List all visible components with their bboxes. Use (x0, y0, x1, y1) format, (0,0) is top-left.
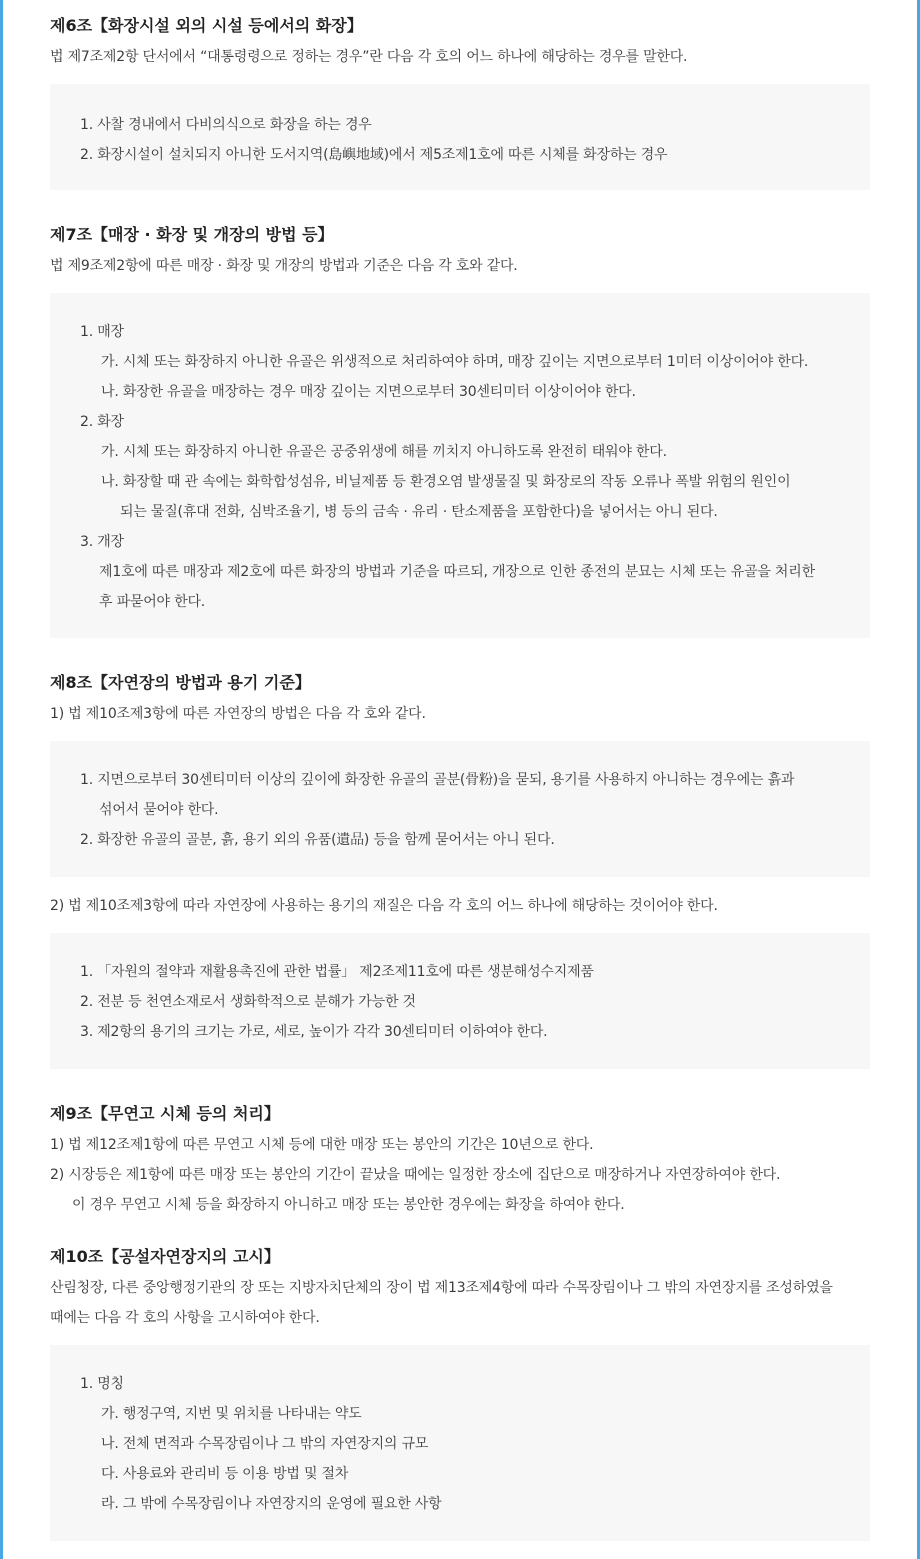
article-9-paragraph-2-continuation: 이 경우 무연고 시체 등을 화장하지 아니하고 매장 또는 봉안한 경우에는 화장을 하여야 한다. (72, 1197, 625, 1213)
article-10-list-box (50, 1345, 870, 1541)
item-text-continuation: 후 파묻어야 한다. (99, 594, 206, 610)
article-8-list-box-2 (50, 933, 870, 1069)
sub-item: 나. 전체 면적과 수목장림이나 그 밖의 자연장지의 규모 (101, 1436, 429, 1452)
article-10-intro-continuation: 때에는 다음 각 호의 사항을 고시하여야 한다. (50, 1310, 320, 1326)
list-item: 2. 화장시설이 설치되지 아니한 도서지역(島嶼地域)에서 제5조제1호에 따른 시체를 화장하는 경우 (80, 147, 668, 163)
sub-item: 가. 시체 또는 화장하지 아니한 유골은 위생적으로 처리하여야 하며, 매장 깊이는 지면으로부터 1미터 이상이어야 한다. (101, 354, 809, 370)
article-8-title: 제8조【자연장의 방법과 용기 기준】 (50, 673, 311, 692)
article-7-list-box (50, 293, 870, 638)
sub-item: 나. 화장할 때 관 속에는 화학합성섬유, 비닐제품 등 환경오염 발생물질 및 화장로의 작동 오류나 폭발 위험의 원인이 (101, 474, 791, 490)
list-item: 1. 사찰 경내에서 다비의식으로 화장을 하는 경우 (80, 117, 372, 133)
list-item: 2. 화장 (80, 414, 124, 430)
article-6-title: 제6조【화장시설 외의 시설 등에서의 화장】 (50, 16, 363, 35)
article-9-paragraph-2: 2) 시장등은 제1항에 따른 매장 또는 봉안의 기간이 끝났을 때에는 일정한 장소에 집단으로 매장하거나 자연장하여야 한다. (50, 1167, 781, 1183)
sub-item: 다. 사용료와 관리비 등 이용 방법 및 절차 (101, 1466, 349, 1482)
article-9-paragraph-1: 1) 법 제12조제1항에 따른 무연고 시체 등에 대한 매장 또는 봉안의 기간은 10년으로 한다. (50, 1137, 594, 1153)
list-item: 1. 지면으로부터 30센티미터 이상의 깊이에 화장한 유골의 골분(骨粉)을 묻되, 용기를 사용하지 아니하는 경우에는 흙과 (80, 772, 795, 788)
sub-item: 나. 화장한 유골을 매장하는 경우 매장 깊이는 지면으로부터 30센티미터 이상이어야 한다. (101, 384, 636, 400)
article-7-intro: 법 제9조제2항에 따른 매장 · 화장 및 개장의 방법과 기준은 다음 각 호와 같다. (50, 258, 518, 274)
article-8-paragraph-2: 2) 법 제10조제3항에 따라 자연장에 사용하는 용기의 재질은 다음 각 호의 어느 하나에 해당하는 것이어야 한다. (50, 898, 718, 914)
list-item: 1. 매장 (80, 324, 124, 340)
left-border (0, 0, 3, 1559)
sub-item-continuation: 되는 물질(휴대 전화, 심박조율기, 병 등의 금속 · 유리 · 탄소제품을 포함한다)을 넣어서는 아니 된다. (120, 504, 718, 520)
list-item: 2. 화장한 유골의 골분, 흙, 용기 외의 유품(遺品) 등을 함께 묻어서는 아니 된다. (80, 832, 555, 848)
sub-item: 가. 행정구역, 지번 및 위치를 나타내는 약도 (101, 1406, 362, 1422)
article-9-title: 제9조【무연고 시체 등의 처리】 (50, 1104, 280, 1123)
item-text: 제1호에 따른 매장과 제2호에 따른 화장의 방법과 기준을 따르되, 개장으로 인한 종전의 분묘는 시체 또는 유골을 처리한 (99, 564, 815, 580)
article-6-list-box (50, 84, 870, 190)
list-item-continuation: 섞어서 묻어야 한다. (99, 802, 219, 818)
list-item: 3. 제2항의 용기의 크기는 가로, 세로, 높이가 각각 30센티미터 이하여야 한다. (80, 1024, 548, 1040)
list-item: 1. 명칭 (80, 1376, 124, 1392)
list-item: 2. 전분 등 천연소재로서 생화학적으로 분해가 가능한 것 (80, 994, 416, 1010)
sub-item: 라. 그 밖에 수목장림이나 자연장지의 운영에 필요한 사항 (101, 1496, 442, 1512)
list-item: 1. 「자원의 절약과 재활용촉진에 관한 법률」 제2조제11호에 따른 생분해성수지제품 (80, 964, 594, 980)
article-8-list-box-1 (50, 741, 870, 877)
article-8-paragraph-1: 1) 법 제10조제3항에 따른 자연장의 방법은 다음 각 호와 같다. (50, 706, 426, 722)
sub-item: 가. 시체 또는 화장하지 아니한 유골은 공중위생에 해를 끼치지 아니하도록 완전히 태워야 한다. (101, 444, 667, 460)
list-item: 3. 개장 (80, 534, 124, 550)
article-7-title: 제7조【매장 · 화장 및 개장의 방법 등】 (50, 225, 334, 244)
article-10-title: 제10조【공설자연장지의 고시】 (50, 1247, 280, 1266)
article-10-intro: 산림청장, 다른 중앙행정기관의 장 또는 지방자치단체의 장이 법 제13조제4항에 따라 수목장림이나 그 밖의 자연장지를 조성하였을 (50, 1280, 833, 1296)
article-6-intro: 법 제7조제2항 단서에서 “대통령령으로 정하는 경우”란 다음 각 호의 어느 하나에 해당하는 경우를 말한다. (50, 49, 688, 65)
